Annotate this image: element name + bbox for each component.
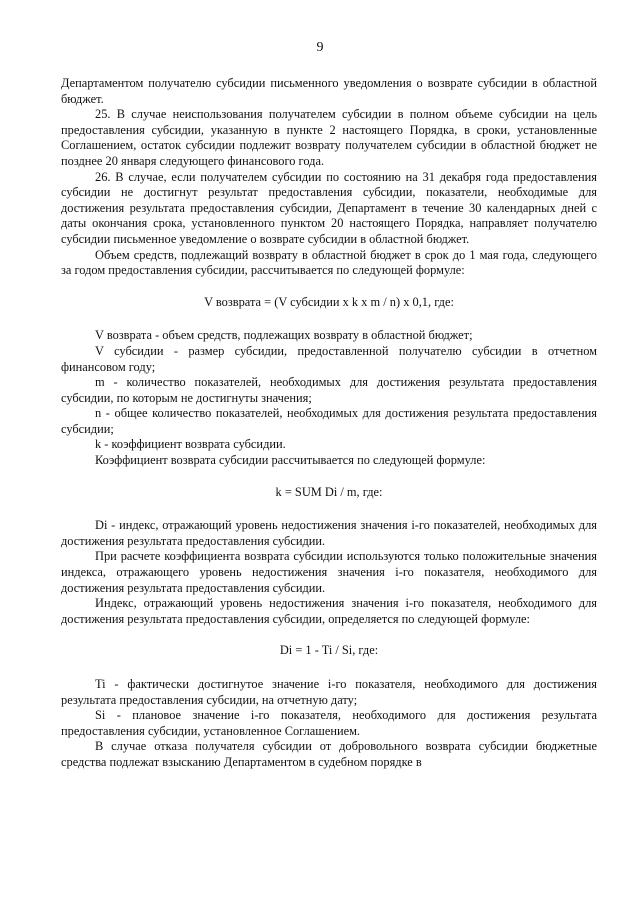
definition-v-subsidy: V субсидии - размер субсидии, предоставленной получателю субсидии в отчетном финансовом году; <box>61 343 597 374</box>
definition-si: Si - плановое значение i-го показателя, необходимого для достижения результата предоставления субсидии, установленное Соглашением. <box>61 708 597 738</box>
formula-v-return: V возврата = (V субсидии x k x m / n) x 0,1, где: <box>204 294 454 309</box>
paragraph-25: 25. В случае неиспользования получателем субсидии в полном объеме субсидии на цель предоставления субсидии, указанную в пункте 2 настоящего Порядка, в сроки, установленные Соглашением, остаток субсидии подлежит возврату получателем субсидии в областной бюджет не позднее 20 января следующего финансового года. <box>61 107 597 168</box>
definition-ti: Ti - фактически достигнутое значение i-го показателя, необходимого для достижения результата предоставления субсидии, на отчетную дату; <box>61 677 597 707</box>
paragraph-index: Индекс, отражающий уровень недостижения значения i-го показателя, необходимого для достижения результата предоставления субсидии, определяется по следующей формуле: <box>61 596 597 626</box>
paragraph-refusal: В случае отказа получателя субсидии от добровольного возврата субсидии бюджетные средства подлежат взысканию Департаментом в судебном порядке в <box>61 739 597 769</box>
paragraph-26: 26. В случае, если получателем субсидии по состоянию на 31 декабря года предоставления субсидии не достигнут результат предоставления субсидии, показатели, необходимые для достижения результата предоставления субсидии, Департамент в течение 30 календарных дней с даты окончания срока, установленного пунктом 20 настоящего Порядка, направляет получателю субсидии письменное уведомление о возврате субсидии в областной бюджет. <box>61 169 597 246</box>
paragraph-continuation: Департаментом получателю субсидии письменного уведомления о возврате субсидии в областной бюджет. <box>61 76 597 106</box>
paragraph-positive-values: При расчете коэффициента возврата субсидии используются только положительные значения индекса, отражающего уровень недостижения значения i-го показателя, необходимого для достижения результата предоставления субсидии. <box>61 549 597 595</box>
definition-n: n - общее количество показателей, необходимых для достижения результата предоставления субсидии; <box>61 406 597 436</box>
definition-v-return: V возврата - объем средств, подлежащих возврату в областной бюджет; <box>95 328 473 343</box>
paragraph-return-volume: Объем средств, подлежащий возврату в областной бюджет в срок до 1 мая года, следующего за годом предоставления субсидии, рассчитывается по следующей формуле: <box>61 247 597 278</box>
formula-k: k = SUM Di / m, где: <box>275 484 383 499</box>
definition-di: Di - индекс, отражающий уровень недостижения значения i-го показателей, необходимых для достижения результата предоставления субсидии. <box>61 518 597 548</box>
definition-m: m - количество показателей, необходимых для достижения результата предоставления субсидии, по которым не достигнуты значения; <box>61 375 597 405</box>
definition-k: k - коэффициент возврата субсидии. <box>95 437 286 452</box>
page-number: 9 <box>316 40 324 55</box>
formula-di: Di = 1 - Ti / Si, где: <box>279 643 379 658</box>
paragraph-coefficient: Коэффициент возврата субсидии рассчитывается по следующей формуле: <box>95 453 486 468</box>
document-body <box>61 76 597 771</box>
